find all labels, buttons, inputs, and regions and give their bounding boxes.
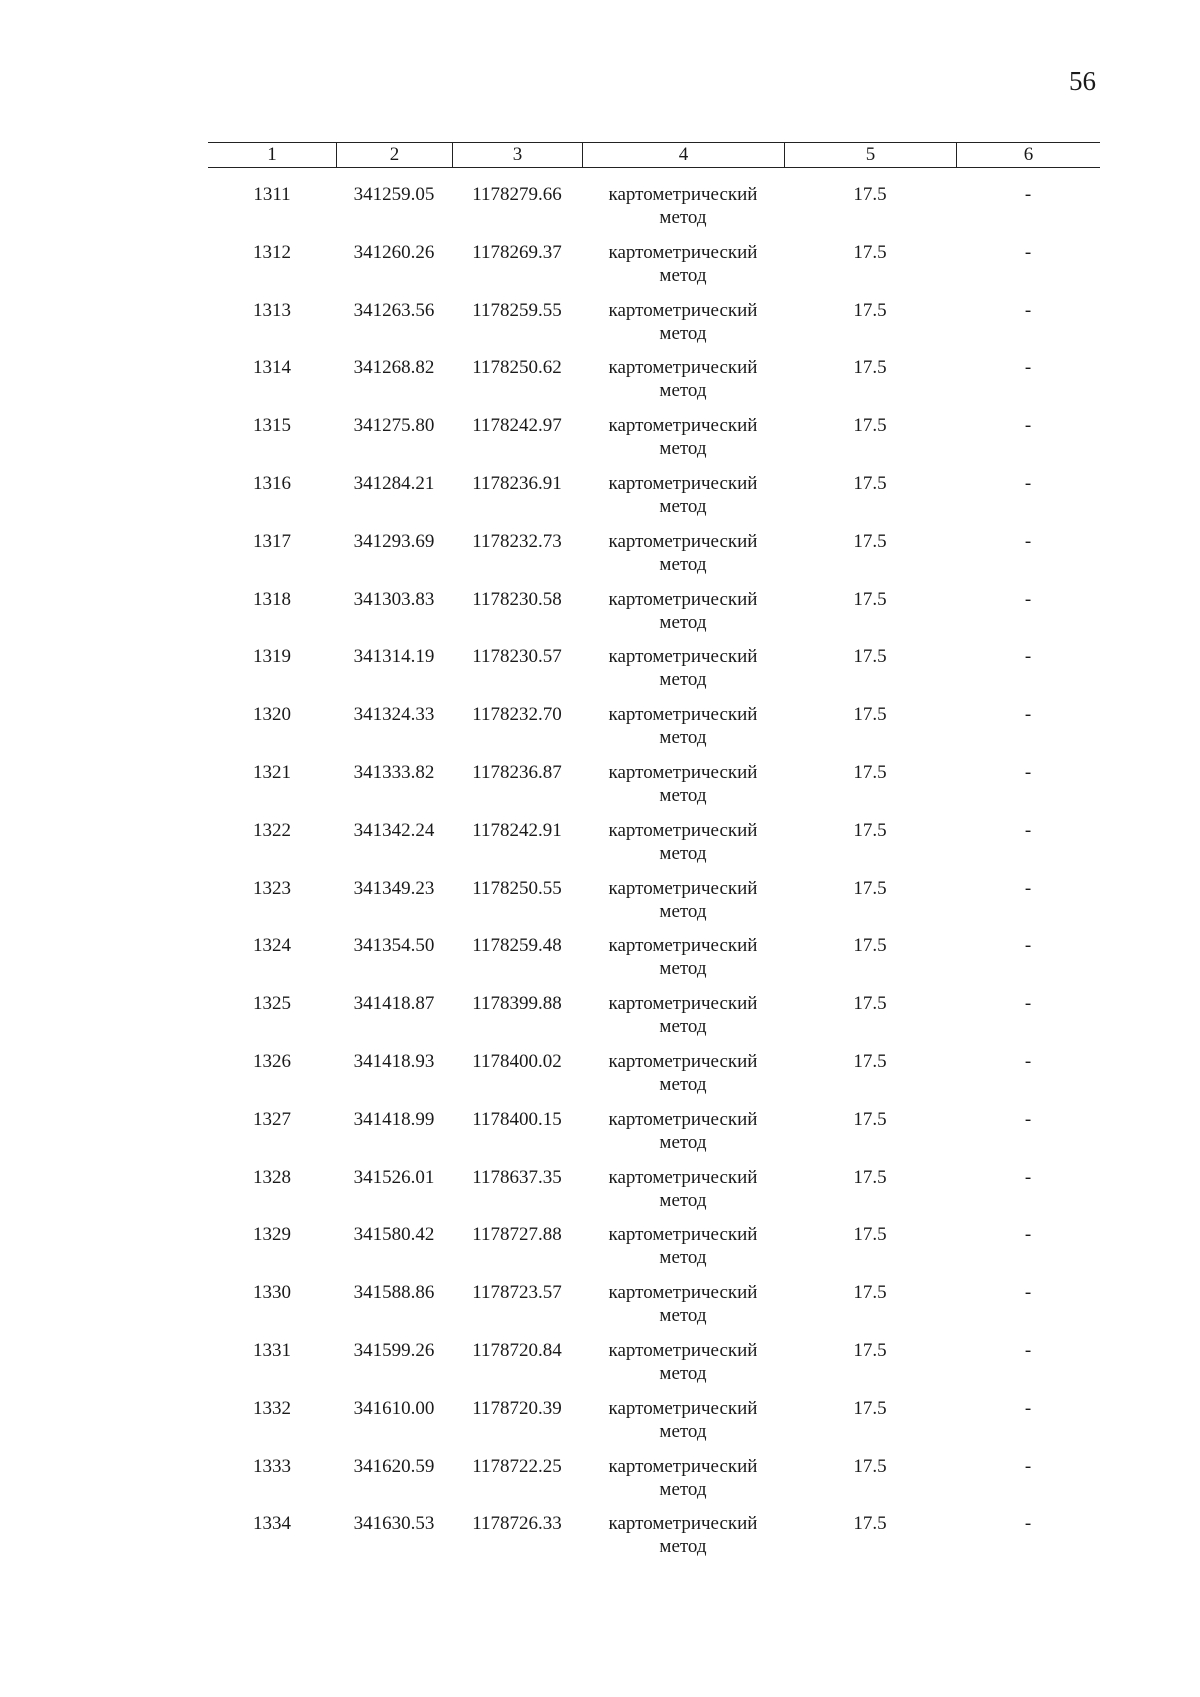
table-row	[208, 1455, 1100, 1513]
table-row	[208, 1050, 1100, 1108]
method-cell	[582, 992, 784, 1050]
accuracy-value: 17.5	[853, 415, 887, 437]
method-line-1: картометрический	[608, 299, 758, 321]
table-row	[208, 1512, 1100, 1570]
coordinate-y: 1178637.35	[472, 1166, 562, 1188]
method-cell	[582, 588, 784, 646]
method-cell	[582, 356, 784, 414]
method-line-1: картометрический	[608, 1339, 758, 1361]
coordinate-y: 1178232.73	[472, 530, 562, 552]
note-value: -	[1024, 530, 1032, 552]
method-line-1: картометрический	[608, 1224, 758, 1246]
method-line-1: картометрический	[608, 935, 758, 957]
column-header-5: 5	[784, 143, 956, 167]
accuracy-value: 17.5	[853, 472, 887, 494]
method-line-2: метод	[659, 1247, 707, 1269]
table-row	[208, 703, 1100, 761]
coordinate-y: 1178259.48	[472, 935, 562, 957]
method-line-2: метод	[659, 1362, 707, 1384]
coordinate-y: 1178242.97	[472, 415, 562, 437]
method-line-1: картометрический	[608, 472, 758, 494]
note-value: -	[1024, 761, 1032, 783]
accuracy-value: 17.5	[853, 646, 887, 668]
method-cell	[582, 1281, 784, 1339]
coordinates-table	[208, 142, 1100, 1570]
coordinate-x: 341324.33	[353, 704, 435, 726]
accuracy-value: 17.5	[853, 1282, 887, 1304]
method-line-2: метод	[659, 553, 707, 575]
table-row	[208, 877, 1100, 935]
accuracy-value: 17.5	[853, 1397, 887, 1419]
method-cell	[582, 1455, 784, 1513]
method-line-2: метод	[659, 784, 707, 806]
point-number: 1330	[253, 1282, 291, 1304]
note-value: -	[1024, 357, 1032, 379]
note-value: -	[1024, 819, 1032, 841]
method-cell	[582, 1339, 784, 1397]
method-line-2: метод	[659, 900, 707, 922]
accuracy-value: 17.5	[853, 704, 887, 726]
method-line-1: картометрический	[608, 357, 758, 379]
table-row	[208, 414, 1100, 472]
point-number: 1332	[253, 1397, 291, 1419]
method-cell	[582, 645, 784, 703]
method-line-1: картометрический	[608, 1513, 758, 1535]
coordinate-y: 1178250.62	[472, 357, 562, 379]
method-cell	[582, 877, 784, 935]
accuracy-value: 17.5	[853, 1513, 887, 1535]
point-number: 1324	[253, 935, 291, 957]
method-line-2: метод	[659, 1016, 707, 1038]
table-row	[208, 819, 1100, 877]
method-cell	[582, 934, 784, 992]
point-number: 1315	[253, 415, 291, 437]
method-line-2: метод	[659, 438, 707, 460]
note-value: -	[1024, 1224, 1032, 1246]
point-number: 1331	[253, 1339, 291, 1361]
method-cell	[582, 414, 784, 472]
method-line-1: картометрический	[608, 588, 758, 610]
point-number: 1321	[253, 761, 291, 783]
method-cell	[582, 1108, 784, 1166]
coordinate-x: 341418.87	[353, 993, 435, 1015]
method-cell	[582, 472, 784, 530]
coordinate-x: 341588.86	[353, 1282, 435, 1304]
method-line-1: картометрический	[608, 241, 758, 263]
point-number: 1317	[253, 530, 291, 552]
table-header	[208, 142, 1100, 168]
note-value: -	[1024, 184, 1032, 205]
point-number: 1320	[253, 704, 291, 726]
coordinate-y: 1178720.84	[472, 1339, 562, 1361]
method-line-2: метод	[659, 495, 707, 517]
method-cell	[582, 1166, 784, 1224]
coordinate-y: 1178279.66	[472, 184, 562, 205]
method-cell	[582, 183, 784, 241]
table-row	[208, 241, 1100, 299]
coordinate-y: 1178399.88	[472, 993, 562, 1015]
column-header-6: 6	[956, 143, 1100, 167]
note-value: -	[1024, 1282, 1032, 1304]
accuracy-value: 17.5	[853, 1108, 887, 1130]
coordinate-y: 1178720.39	[472, 1397, 562, 1419]
point-number: 1327	[253, 1108, 291, 1130]
method-line-2: метод	[659, 842, 707, 864]
method-cell	[582, 819, 784, 877]
method-line-2: метод	[659, 264, 707, 286]
note-value: -	[1024, 241, 1032, 263]
method-line-1: картометрический	[608, 1166, 758, 1188]
point-number: 1316	[253, 472, 291, 494]
coordinate-y: 1178242.91	[472, 819, 562, 841]
table-row	[208, 1397, 1100, 1455]
point-number: 1334	[253, 1513, 291, 1535]
point-number: 1322	[253, 819, 291, 841]
coordinate-x: 341284.21	[353, 472, 435, 494]
table-body	[208, 183, 1100, 1570]
method-line-1: картометрический	[608, 877, 758, 899]
coordinate-x: 341263.56	[353, 299, 435, 321]
table-row	[208, 588, 1100, 646]
note-value: -	[1024, 299, 1032, 321]
method-line-2: метод	[659, 1131, 707, 1153]
method-cell	[582, 1397, 784, 1455]
table-row	[208, 1339, 1100, 1397]
table-row	[208, 356, 1100, 414]
accuracy-value: 17.5	[853, 357, 887, 379]
coordinate-x: 341260.26	[353, 241, 435, 263]
method-line-2: метод	[659, 1478, 707, 1500]
note-value: -	[1024, 1108, 1032, 1130]
method-line-1: картометрический	[608, 1282, 758, 1304]
coordinate-x: 341418.99	[353, 1108, 435, 1130]
coordinate-x: 341630.53	[353, 1513, 435, 1535]
method-line-2: метод	[659, 727, 707, 749]
method-cell	[582, 1223, 784, 1281]
coordinate-y: 1178400.15	[472, 1108, 562, 1130]
note-value: -	[1024, 415, 1032, 437]
point-number: 1328	[253, 1166, 291, 1188]
method-line-1: картометрический	[608, 1108, 758, 1130]
method-cell	[582, 761, 784, 819]
coordinate-x: 341418.93	[353, 1050, 435, 1072]
method-line-2: метод	[659, 669, 707, 691]
method-cell	[582, 241, 784, 299]
table-row	[208, 183, 1100, 241]
accuracy-value: 17.5	[853, 530, 887, 552]
note-value: -	[1024, 646, 1032, 668]
note-value: -	[1024, 1339, 1032, 1361]
coordinate-y: 1178232.70	[472, 704, 562, 726]
method-line-1: картометрический	[608, 819, 758, 841]
coordinate-y: 1178269.37	[472, 241, 562, 263]
accuracy-value: 17.5	[853, 1166, 887, 1188]
coordinate-y: 1178236.91	[472, 472, 562, 494]
method-cell	[582, 703, 784, 761]
coordinate-y: 1178400.02	[472, 1050, 562, 1072]
method-line-2: метод	[659, 1536, 707, 1558]
coordinate-x: 341268.82	[353, 357, 435, 379]
column-header-1: 1	[267, 144, 277, 165]
note-value: -	[1024, 1166, 1032, 1188]
column-header-2: 2	[336, 143, 452, 167]
page-number: 56	[1069, 66, 1096, 96]
method-line-2: метод	[659, 1073, 707, 1095]
accuracy-value: 17.5	[853, 877, 887, 899]
column-header-4: 4	[582, 143, 784, 167]
accuracy-value: 17.5	[853, 1050, 887, 1072]
note-value: -	[1024, 1455, 1032, 1477]
coordinate-x: 341342.24	[353, 819, 435, 841]
point-number: 1325	[253, 993, 291, 1015]
method-line-2: метод	[659, 958, 707, 980]
point-number: 1326	[253, 1050, 291, 1072]
column-header-3: 3	[452, 143, 582, 167]
table-row	[208, 1108, 1100, 1166]
coordinate-y: 1178726.33	[472, 1513, 562, 1535]
accuracy-value: 17.5	[853, 184, 887, 205]
method-line-1: картометрический	[608, 1455, 758, 1477]
point-number: 1314	[253, 357, 291, 379]
method-line-2: метод	[659, 322, 707, 344]
note-value: -	[1024, 588, 1032, 610]
coordinate-x: 341354.50	[353, 935, 435, 957]
accuracy-value: 17.5	[853, 299, 887, 321]
point-number: 1313	[253, 299, 291, 321]
point-number: 1318	[253, 588, 291, 610]
table-row	[208, 934, 1100, 992]
coordinate-y: 1178236.87	[472, 761, 562, 783]
table-row	[208, 472, 1100, 530]
accuracy-value: 17.5	[853, 1224, 887, 1246]
method-line-1: картометрический	[608, 704, 758, 726]
note-value: -	[1024, 472, 1032, 494]
table-row	[208, 992, 1100, 1050]
coordinate-y: 1178722.25	[472, 1455, 562, 1477]
coordinate-x: 341259.05	[353, 184, 435, 205]
accuracy-value: 17.5	[853, 935, 887, 957]
coordinate-x: 341599.26	[353, 1339, 435, 1361]
accuracy-value: 17.5	[853, 588, 887, 610]
coordinate-x: 341293.69	[353, 530, 435, 552]
coordinate-x: 341275.80	[353, 415, 435, 437]
coordinate-y: 1178727.88	[472, 1224, 562, 1246]
note-value: -	[1024, 877, 1032, 899]
accuracy-value: 17.5	[853, 241, 887, 263]
method-line-2: метод	[659, 1189, 707, 1211]
method-line-1: картометрический	[608, 993, 758, 1015]
table-row	[208, 299, 1100, 357]
coordinate-x: 341303.83	[353, 588, 435, 610]
method-line-1: картометрический	[608, 761, 758, 783]
method-line-1: картометрический	[608, 646, 758, 668]
note-value: -	[1024, 1397, 1032, 1419]
coordinate-y: 1178723.57	[472, 1282, 562, 1304]
point-number: 1333	[253, 1455, 291, 1477]
table-row	[208, 1281, 1100, 1339]
note-value: -	[1024, 935, 1032, 957]
table-row	[208, 1166, 1100, 1224]
method-cell	[582, 1050, 784, 1108]
note-value: -	[1024, 993, 1032, 1015]
method-line-1: картометрический	[608, 530, 758, 552]
point-number: 1319	[253, 646, 291, 668]
table-row	[208, 761, 1100, 819]
method-line-2: метод	[659, 207, 707, 228]
method-cell	[582, 530, 784, 588]
coordinate-x: 341580.42	[353, 1224, 435, 1246]
point-number: 1329	[253, 1224, 291, 1246]
coordinate-x: 341620.59	[353, 1455, 435, 1477]
table-row	[208, 1223, 1100, 1281]
note-value: -	[1024, 1050, 1032, 1072]
coordinate-y: 1178259.55	[472, 299, 562, 321]
point-number: 1311	[253, 184, 291, 205]
accuracy-value: 17.5	[853, 761, 887, 783]
coordinate-x: 341610.00	[353, 1397, 435, 1419]
method-line-1: картометрический	[608, 415, 758, 437]
table-row	[208, 645, 1100, 703]
note-value: -	[1024, 1513, 1032, 1535]
table-row	[208, 530, 1100, 588]
accuracy-value: 17.5	[853, 819, 887, 841]
method-line-1: картометрический	[608, 1050, 758, 1072]
coordinate-x: 341333.82	[353, 761, 435, 783]
point-number: 1312	[253, 241, 291, 263]
coordinate-x: 341314.19	[353, 646, 435, 668]
coordinate-y: 1178250.55	[472, 877, 562, 899]
method-cell	[582, 299, 784, 357]
note-value: -	[1024, 704, 1032, 726]
method-line-2: метод	[659, 380, 707, 402]
coordinate-x: 341526.01	[353, 1166, 435, 1188]
coordinate-y: 1178230.57	[472, 646, 562, 668]
coordinate-x: 341349.23	[353, 877, 435, 899]
method-line-2: метод	[659, 1420, 707, 1442]
accuracy-value: 17.5	[853, 993, 887, 1015]
method-line-2: метод	[659, 1305, 707, 1327]
method-cell	[582, 1512, 784, 1570]
accuracy-value: 17.5	[853, 1339, 887, 1361]
point-number: 1323	[253, 877, 291, 899]
method-line-1: картометрический	[608, 184, 758, 205]
accuracy-value: 17.5	[853, 1455, 887, 1477]
method-line-2: метод	[659, 611, 707, 633]
method-line-1: картометрический	[608, 1397, 758, 1419]
coordinate-y: 1178230.58	[472, 588, 562, 610]
